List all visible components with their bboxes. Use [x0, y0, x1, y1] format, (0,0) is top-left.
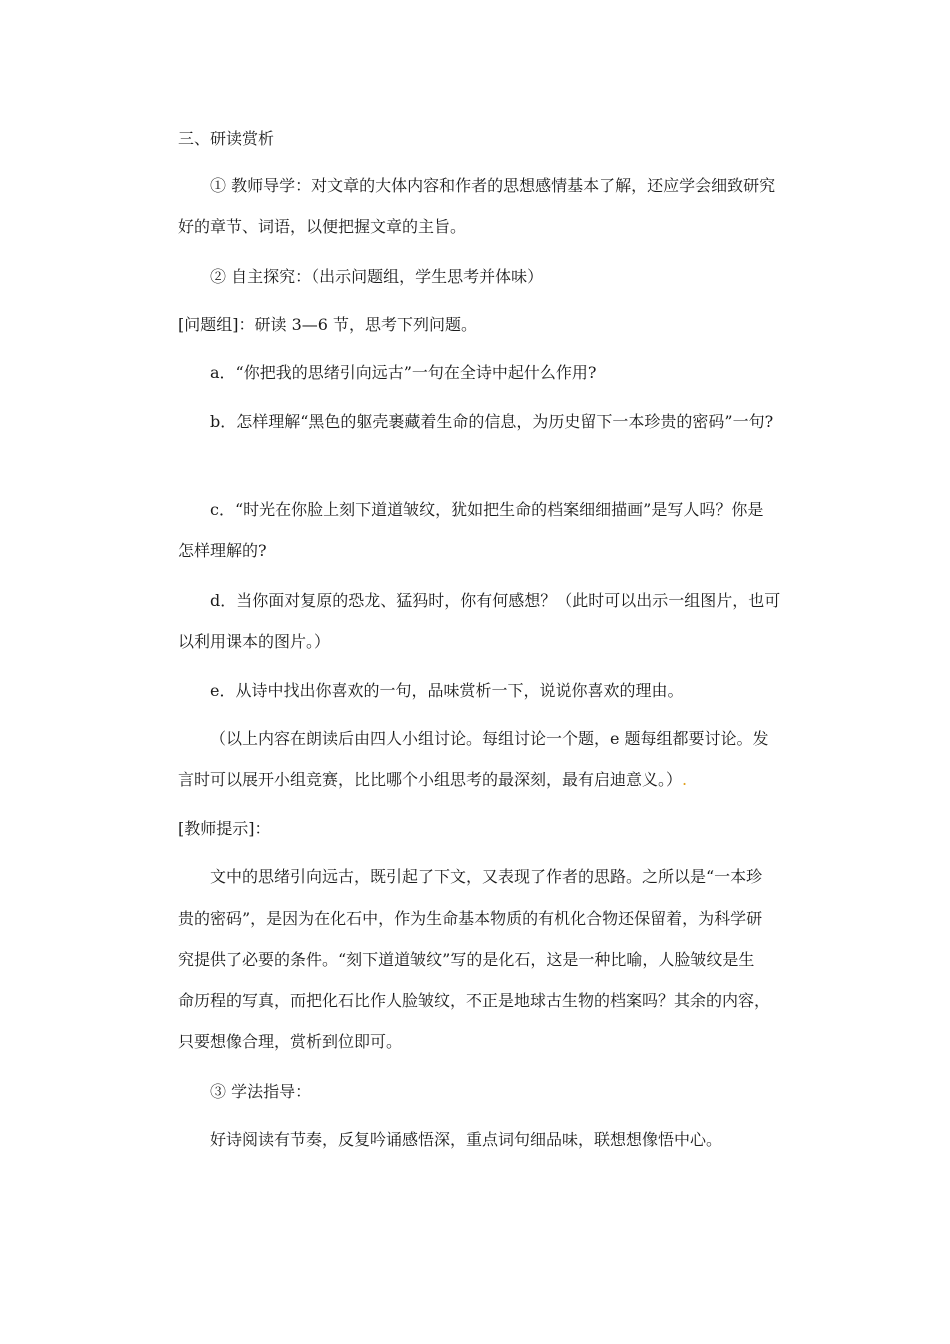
teacher-hint-line-1: 文中的思绪引向远古，既引起了下文，又表现了作者的思路。之所以是“一本珍 — [210, 867, 763, 886]
method-guide-heading: ③ 学法指导： — [210, 1082, 312, 1101]
question-a: a．“你把我的思绪引向远古”一句在全诗中起什么作用? — [210, 363, 597, 382]
teacher-hint-line-2: 贵的密码”，是因为在化石中，作为生命基本物质的有机化合物还保留着，为科学研 — [178, 909, 763, 928]
teacher-hint-label: [教师提示]： — [178, 819, 271, 838]
teacher-hint-line-3: 究提供了必要的条件。“刻下道道皱纹”写的是化石，这是一种比喻，人脸皱纹是生 — [178, 950, 755, 969]
self-explore-heading: ② 自主探究：（出示问题组，学生思考并体味） — [210, 267, 544, 286]
question-group-heading: [问题组]：研读 3—6 节，思考下列问题。 — [178, 315, 478, 334]
question-d-line-1: d．当你面对复原的恐龙、猛犸时，你有何感想？（此时可以出示一组图片，也可 — [210, 591, 781, 610]
dot-mark: . — [682, 770, 688, 789]
question-d-line-2: 以利用课本的图片。） — [178, 632, 331, 651]
teacher-hint-line-4: 命历程的写真，而把化石比作人脸皱纹，不正是地球古生物的档案吗？其余的内容， — [178, 991, 771, 1010]
teacher-hint-line-5: 只要想像合理，赏析到位即可。 — [178, 1032, 403, 1051]
question-c-line-2: 怎样理解的? — [178, 541, 267, 560]
teacher-guide-line-1: ① 教师导学：对文章的大体内容和作者的思想感情基本了解，还应学会细致研究 — [210, 176, 776, 195]
question-e: e．从诗中找出你喜欢的一句，品味赏析一下，说说你喜欢的理由。 — [210, 681, 684, 700]
question-b: b．怎样理解“黑色的躯壳裹藏着生命的信息，为历史留下一本珍贵的密码”一句? — [210, 412, 774, 431]
note-line-2-text: 言时可以展开小组竞赛，比比哪个小组思考的最深刻，最有启迪意义。） — [178, 770, 683, 789]
teacher-guide-line-2: 好的章节、词语，以便把握文章的主旨。 — [178, 217, 467, 236]
method-guide-text: 好诗阅读有节奏，反复吟诵感悟深，重点词句细品味，联想想像悟中心。 — [210, 1130, 723, 1149]
question-c-line-1: c．“时光在你脸上刻下道道皱纹，犹如把生命的档案细细描画”是写人吗？你是 — [210, 500, 764, 519]
note-line-2 — [178, 769, 687, 791]
section-title: 三、研读赏析 — [178, 129, 275, 148]
note-line-1: （以上内容在朗读后由四人小组讨论。每组讨论一个题，e 题每组都要讨论。发 — [210, 729, 769, 748]
